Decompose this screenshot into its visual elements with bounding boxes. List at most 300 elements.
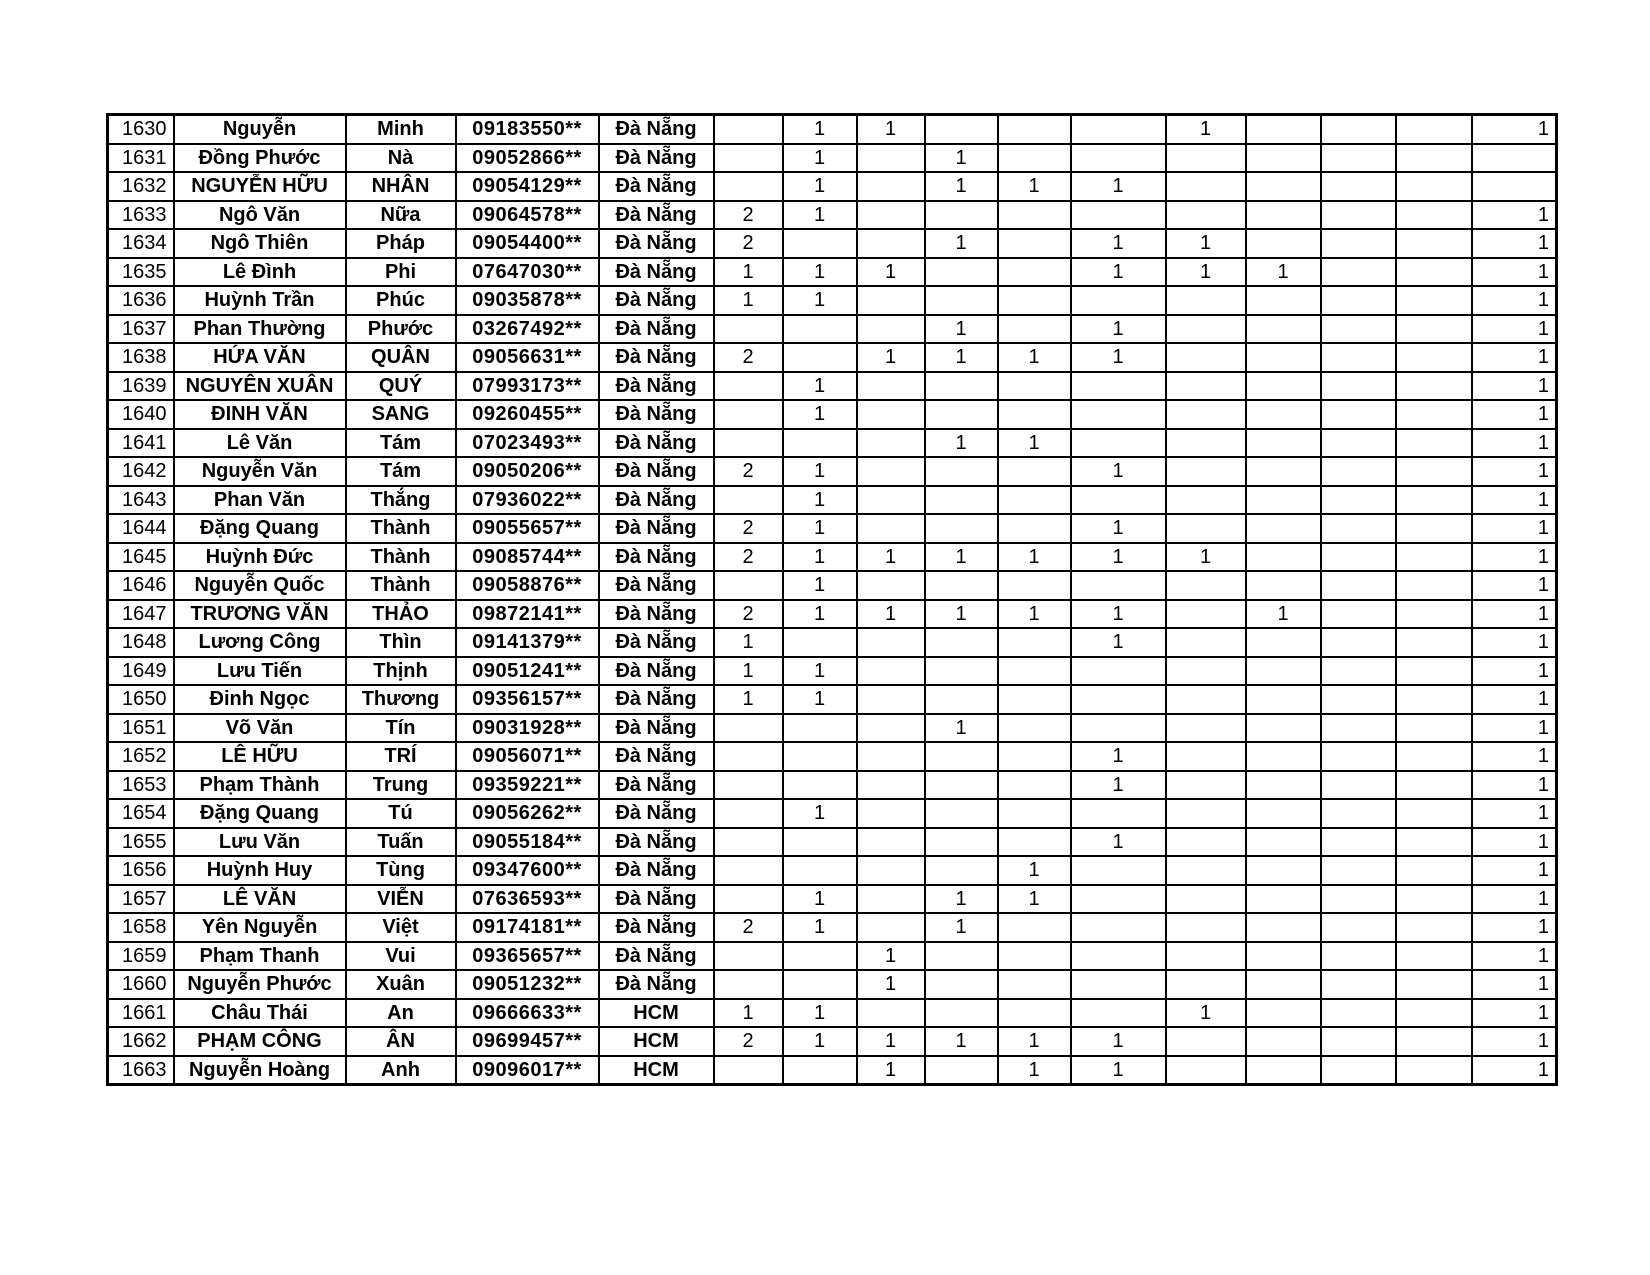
- city-cell: Đà Nẵng: [599, 258, 714, 287]
- value-cell-9: [1321, 486, 1396, 515]
- value-cell-5: 1: [998, 600, 1071, 629]
- value-cell-4: 1: [925, 343, 998, 372]
- phone-cell: 09260455**: [456, 400, 599, 429]
- value-cell-7: 1: [1166, 258, 1246, 287]
- value-cell-11: 1: [1472, 315, 1557, 344]
- city-cell: Đà Nẵng: [599, 429, 714, 458]
- value-cell-6: [1071, 486, 1166, 515]
- value-cell-10: [1396, 343, 1472, 372]
- value-cell-4: [925, 571, 998, 600]
- value-cell-4: [925, 742, 998, 771]
- value-cell-4: [925, 942, 998, 971]
- table-row: [108, 457, 1557, 486]
- value-cell-4: 1: [925, 600, 998, 629]
- value-cell-2: [783, 343, 857, 372]
- city-cell: Đà Nẵng: [599, 970, 714, 999]
- value-cell-1: [714, 429, 783, 458]
- value-cell-5: [998, 771, 1071, 800]
- row-number-cell: 1646: [108, 571, 174, 600]
- value-cell-11: 1: [1472, 628, 1557, 657]
- surname-cell: ĐINH VĂN: [174, 400, 346, 429]
- value-cell-2: [783, 970, 857, 999]
- value-cell-6: 1: [1071, 600, 1166, 629]
- value-cell-11: 1: [1472, 429, 1557, 458]
- value-cell-11: 1: [1472, 571, 1557, 600]
- value-cell-2: 1: [783, 258, 857, 287]
- value-cell-8: [1246, 970, 1321, 999]
- value-cell-2: 1: [783, 657, 857, 686]
- given-name-cell: Nữa: [346, 201, 456, 230]
- value-cell-7: [1166, 657, 1246, 686]
- value-cell-9: [1321, 286, 1396, 315]
- value-cell-1: 1: [714, 999, 783, 1028]
- value-cell-10: [1396, 828, 1472, 857]
- value-cell-7: [1166, 600, 1246, 629]
- value-cell-7: [1166, 429, 1246, 458]
- value-cell-7: [1166, 571, 1246, 600]
- value-cell-3: [857, 286, 925, 315]
- surname-cell: Huỳnh Trần: [174, 286, 346, 315]
- value-cell-9: [1321, 400, 1396, 429]
- value-cell-10: [1396, 628, 1472, 657]
- row-number-cell: 1633: [108, 201, 174, 230]
- value-cell-5: 1: [998, 885, 1071, 914]
- value-cell-10: [1396, 258, 1472, 287]
- row-number-cell: 1642: [108, 457, 174, 486]
- value-cell-11: 1: [1472, 229, 1557, 258]
- value-cell-8: [1246, 115, 1321, 144]
- value-cell-5: 1: [998, 1027, 1071, 1056]
- value-cell-4: 1: [925, 229, 998, 258]
- value-cell-6: [1071, 144, 1166, 173]
- value-cell-7: [1166, 771, 1246, 800]
- value-cell-9: [1321, 742, 1396, 771]
- value-cell-5: [998, 799, 1071, 828]
- table-row: [108, 600, 1557, 629]
- phone-cell: 07993173**: [456, 372, 599, 401]
- row-number-cell: 1653: [108, 771, 174, 800]
- city-cell: Đà Nẵng: [599, 486, 714, 515]
- value-cell-1: 2: [714, 1027, 783, 1056]
- row-number-cell: 1631: [108, 144, 174, 173]
- value-cell-4: [925, 799, 998, 828]
- value-cell-8: [1246, 742, 1321, 771]
- table-row: [108, 628, 1557, 657]
- value-cell-11: 1: [1472, 970, 1557, 999]
- value-cell-9: [1321, 828, 1396, 857]
- value-cell-10: [1396, 942, 1472, 971]
- value-cell-10: [1396, 201, 1472, 230]
- row-number-cell: 1630: [108, 115, 174, 144]
- value-cell-11: 1: [1472, 457, 1557, 486]
- row-number-cell: 1650: [108, 685, 174, 714]
- table-row: [108, 771, 1557, 800]
- value-cell-2: 1: [783, 115, 857, 144]
- value-cell-10: [1396, 172, 1472, 201]
- value-cell-4: [925, 286, 998, 315]
- value-cell-5: [998, 258, 1071, 287]
- given-name-cell: Anh: [346, 1056, 456, 1085]
- value-cell-5: [998, 657, 1071, 686]
- value-cell-8: [1246, 885, 1321, 914]
- surname-cell: HỨA VĂN: [174, 343, 346, 372]
- value-cell-8: [1246, 1027, 1321, 1056]
- value-cell-2: [783, 628, 857, 657]
- value-cell-2: 1: [783, 144, 857, 173]
- value-cell-3: 1: [857, 115, 925, 144]
- city-cell: Đà Nẵng: [599, 628, 714, 657]
- value-cell-3: 1: [857, 1056, 925, 1085]
- phone-cell: 09347600**: [456, 856, 599, 885]
- surname-cell: Huỳnh Đức: [174, 543, 346, 572]
- given-name-cell: VIỄN: [346, 885, 456, 914]
- value-cell-2: 1: [783, 913, 857, 942]
- value-cell-11: 1: [1472, 286, 1557, 315]
- value-cell-2: [783, 429, 857, 458]
- value-cell-3: [857, 315, 925, 344]
- row-number-cell: 1662: [108, 1027, 174, 1056]
- value-cell-1: [714, 571, 783, 600]
- given-name-cell: SANG: [346, 400, 456, 429]
- value-cell-8: [1246, 229, 1321, 258]
- surname-cell: Phạm Thanh: [174, 942, 346, 971]
- table-row: [108, 856, 1557, 885]
- value-cell-5: [998, 714, 1071, 743]
- value-cell-10: [1396, 913, 1472, 942]
- phone-cell: 09064578**: [456, 201, 599, 230]
- value-cell-9: [1321, 657, 1396, 686]
- value-cell-4: [925, 1056, 998, 1085]
- value-cell-3: [857, 514, 925, 543]
- value-cell-9: [1321, 1027, 1396, 1056]
- city-cell: Đà Nẵng: [599, 913, 714, 942]
- value-cell-6: 1: [1071, 828, 1166, 857]
- table-row: [108, 970, 1557, 999]
- given-name-cell: Minh: [346, 115, 456, 144]
- value-cell-11: 1: [1472, 514, 1557, 543]
- value-cell-1: 2: [714, 229, 783, 258]
- value-cell-8: [1246, 913, 1321, 942]
- value-cell-10: [1396, 657, 1472, 686]
- value-cell-3: [857, 144, 925, 173]
- city-cell: Đà Nẵng: [599, 400, 714, 429]
- phone-cell: 09031928**: [456, 714, 599, 743]
- value-cell-1: 2: [714, 514, 783, 543]
- value-cell-8: [1246, 657, 1321, 686]
- table-row: [108, 400, 1557, 429]
- value-cell-3: [857, 999, 925, 1028]
- value-cell-7: [1166, 457, 1246, 486]
- value-cell-10: [1396, 714, 1472, 743]
- row-number-cell: 1661: [108, 999, 174, 1028]
- city-cell: Đà Nẵng: [599, 799, 714, 828]
- given-name-cell: Tú: [346, 799, 456, 828]
- city-cell: Đà Nẵng: [599, 571, 714, 600]
- value-cell-1: 1: [714, 685, 783, 714]
- value-cell-8: [1246, 942, 1321, 971]
- value-cell-3: [857, 457, 925, 486]
- value-cell-5: 1: [998, 172, 1071, 201]
- value-cell-9: [1321, 429, 1396, 458]
- row-number-cell: 1638: [108, 343, 174, 372]
- value-cell-9: [1321, 799, 1396, 828]
- value-cell-6: 1: [1071, 229, 1166, 258]
- value-cell-1: [714, 315, 783, 344]
- value-cell-8: [1246, 315, 1321, 344]
- value-cell-5: [998, 315, 1071, 344]
- value-cell-1: 2: [714, 201, 783, 230]
- value-cell-10: [1396, 429, 1472, 458]
- value-cell-9: [1321, 115, 1396, 144]
- given-name-cell: Phước: [346, 315, 456, 344]
- surname-cell: Võ Văn: [174, 714, 346, 743]
- value-cell-5: [998, 486, 1071, 515]
- value-cell-8: [1246, 999, 1321, 1028]
- value-cell-9: [1321, 856, 1396, 885]
- table-row: [108, 115, 1557, 144]
- value-cell-10: [1396, 115, 1472, 144]
- phone-cell: 09050206**: [456, 457, 599, 486]
- given-name-cell: Nà: [346, 144, 456, 173]
- value-cell-1: 1: [714, 286, 783, 315]
- given-name-cell: NHÂN: [346, 172, 456, 201]
- value-cell-10: [1396, 229, 1472, 258]
- value-cell-3: [857, 657, 925, 686]
- row-number-cell: 1660: [108, 970, 174, 999]
- value-cell-2: [783, 771, 857, 800]
- city-cell: HCM: [599, 1027, 714, 1056]
- table-row: [108, 999, 1557, 1028]
- surname-cell: Huỳnh Huy: [174, 856, 346, 885]
- value-cell-1: 2: [714, 543, 783, 572]
- value-cell-1: [714, 400, 783, 429]
- value-cell-6: [1071, 429, 1166, 458]
- value-cell-7: [1166, 1027, 1246, 1056]
- value-cell-4: 1: [925, 1027, 998, 1056]
- value-cell-6: [1071, 913, 1166, 942]
- value-cell-2: [783, 714, 857, 743]
- phone-cell: 07647030**: [456, 258, 599, 287]
- value-cell-1: 2: [714, 457, 783, 486]
- surname-cell: LÊ HỮU: [174, 742, 346, 771]
- value-cell-6: 1: [1071, 343, 1166, 372]
- table-row: [108, 714, 1557, 743]
- value-cell-11: 1: [1472, 657, 1557, 686]
- value-cell-6: [1071, 970, 1166, 999]
- value-cell-6: [1071, 685, 1166, 714]
- value-cell-8: [1246, 343, 1321, 372]
- value-cell-8: 1: [1246, 258, 1321, 287]
- row-number-cell: 1656: [108, 856, 174, 885]
- given-name-cell: THẢO: [346, 600, 456, 629]
- city-cell: Đà Nẵng: [599, 742, 714, 771]
- phone-cell: 07936022**: [456, 486, 599, 515]
- value-cell-4: [925, 201, 998, 230]
- value-cell-11: [1472, 172, 1557, 201]
- data-table: [106, 113, 1558, 1086]
- value-cell-10: [1396, 571, 1472, 600]
- value-cell-8: [1246, 457, 1321, 486]
- value-cell-2: [783, 229, 857, 258]
- value-cell-3: [857, 201, 925, 230]
- value-cell-1: [714, 172, 783, 201]
- value-cell-9: [1321, 942, 1396, 971]
- value-cell-11: 1: [1472, 1056, 1557, 1085]
- city-cell: Đà Nẵng: [599, 144, 714, 173]
- value-cell-3: 1: [857, 258, 925, 287]
- value-cell-1: 2: [714, 343, 783, 372]
- surname-cell: Phan Văn: [174, 486, 346, 515]
- phone-cell: 09356157**: [456, 685, 599, 714]
- given-name-cell: Tùng: [346, 856, 456, 885]
- value-cell-11: 1: [1472, 856, 1557, 885]
- value-cell-4: 1: [925, 714, 998, 743]
- value-cell-7: [1166, 1056, 1246, 1085]
- value-cell-10: [1396, 600, 1472, 629]
- table-row: [108, 372, 1557, 401]
- value-cell-4: [925, 628, 998, 657]
- value-cell-11: 1: [1472, 258, 1557, 287]
- value-cell-3: [857, 799, 925, 828]
- city-cell: Đà Nẵng: [599, 343, 714, 372]
- value-cell-1: 1: [714, 657, 783, 686]
- value-cell-4: [925, 771, 998, 800]
- value-cell-1: [714, 828, 783, 857]
- surname-cell: Phạm Thành: [174, 771, 346, 800]
- value-cell-7: [1166, 201, 1246, 230]
- given-name-cell: Trung: [346, 771, 456, 800]
- value-cell-2: 1: [783, 799, 857, 828]
- table-row: [108, 286, 1557, 315]
- value-cell-11: 1: [1472, 999, 1557, 1028]
- value-cell-7: 1: [1166, 115, 1246, 144]
- phone-cell: 09055184**: [456, 828, 599, 857]
- value-cell-7: [1166, 514, 1246, 543]
- value-cell-9: [1321, 315, 1396, 344]
- value-cell-9: [1321, 543, 1396, 572]
- value-cell-6: 1: [1071, 457, 1166, 486]
- value-cell-4: 1: [925, 543, 998, 572]
- surname-cell: Lưu Văn: [174, 828, 346, 857]
- value-cell-7: [1166, 714, 1246, 743]
- value-cell-9: [1321, 457, 1396, 486]
- value-cell-7: [1166, 628, 1246, 657]
- value-cell-8: [1246, 400, 1321, 429]
- value-cell-9: [1321, 229, 1396, 258]
- city-cell: Đà Nẵng: [599, 685, 714, 714]
- value-cell-6: 1: [1071, 315, 1166, 344]
- value-cell-6: 1: [1071, 258, 1166, 287]
- value-cell-2: 1: [783, 372, 857, 401]
- value-cell-7: [1166, 913, 1246, 942]
- row-number-cell: 1637: [108, 315, 174, 344]
- value-cell-1: [714, 856, 783, 885]
- value-cell-6: [1071, 115, 1166, 144]
- value-cell-2: 1: [783, 600, 857, 629]
- value-cell-9: [1321, 970, 1396, 999]
- value-cell-1: [714, 885, 783, 914]
- value-cell-1: [714, 486, 783, 515]
- value-cell-2: 1: [783, 999, 857, 1028]
- value-cell-4: [925, 514, 998, 543]
- value-cell-1: [714, 115, 783, 144]
- phone-cell: 09096017**: [456, 1056, 599, 1085]
- table-row: [108, 229, 1557, 258]
- value-cell-2: 1: [783, 1027, 857, 1056]
- value-cell-10: [1396, 144, 1472, 173]
- given-name-cell: Thành: [346, 571, 456, 600]
- value-cell-2: [783, 942, 857, 971]
- value-cell-11: 1: [1472, 742, 1557, 771]
- value-cell-2: 1: [783, 400, 857, 429]
- value-cell-8: [1246, 856, 1321, 885]
- city-cell: Đà Nẵng: [599, 315, 714, 344]
- value-cell-5: 1: [998, 429, 1071, 458]
- value-cell-6: [1071, 799, 1166, 828]
- city-cell: Đà Nẵng: [599, 771, 714, 800]
- value-cell-11: 1: [1472, 600, 1557, 629]
- table-row: [108, 885, 1557, 914]
- value-cell-8: [1246, 799, 1321, 828]
- value-cell-4: [925, 372, 998, 401]
- value-cell-10: [1396, 885, 1472, 914]
- row-number-cell: 1663: [108, 1056, 174, 1085]
- value-cell-8: [1246, 714, 1321, 743]
- value-cell-3: [857, 771, 925, 800]
- phone-cell: 09056071**: [456, 742, 599, 771]
- given-name-cell: Xuân: [346, 970, 456, 999]
- value-cell-9: [1321, 571, 1396, 600]
- value-cell-2: [783, 315, 857, 344]
- value-cell-9: [1321, 201, 1396, 230]
- value-cell-4: [925, 400, 998, 429]
- surname-cell: LÊ VĂN: [174, 885, 346, 914]
- given-name-cell: Thành: [346, 514, 456, 543]
- value-cell-3: 1: [857, 970, 925, 999]
- value-cell-7: [1166, 970, 1246, 999]
- table-row: [108, 543, 1557, 572]
- city-cell: Đà Nẵng: [599, 172, 714, 201]
- value-cell-2: 1: [783, 571, 857, 600]
- given-name-cell: Vui: [346, 942, 456, 971]
- value-cell-5: [998, 201, 1071, 230]
- value-cell-7: [1166, 742, 1246, 771]
- row-number-cell: 1644: [108, 514, 174, 543]
- surname-cell: Lưu Tiến: [174, 657, 346, 686]
- value-cell-10: [1396, 486, 1472, 515]
- value-cell-3: [857, 885, 925, 914]
- value-cell-4: [925, 486, 998, 515]
- value-cell-3: 1: [857, 942, 925, 971]
- value-cell-10: [1396, 514, 1472, 543]
- value-cell-8: [1246, 771, 1321, 800]
- value-cell-7: [1166, 172, 1246, 201]
- row-number-cell: 1645: [108, 543, 174, 572]
- value-cell-11: 1: [1472, 343, 1557, 372]
- surname-cell: Phan Thường: [174, 315, 346, 344]
- value-cell-10: [1396, 1027, 1472, 1056]
- given-name-cell: Phi: [346, 258, 456, 287]
- phone-cell: 09035878**: [456, 286, 599, 315]
- given-name-cell: Thìn: [346, 628, 456, 657]
- table-row: [108, 942, 1557, 971]
- value-cell-9: [1321, 771, 1396, 800]
- value-cell-8: [1246, 172, 1321, 201]
- value-cell-1: 1: [714, 258, 783, 287]
- row-number-cell: 1655: [108, 828, 174, 857]
- table-row: [108, 1056, 1557, 1085]
- value-cell-6: 1: [1071, 1027, 1166, 1056]
